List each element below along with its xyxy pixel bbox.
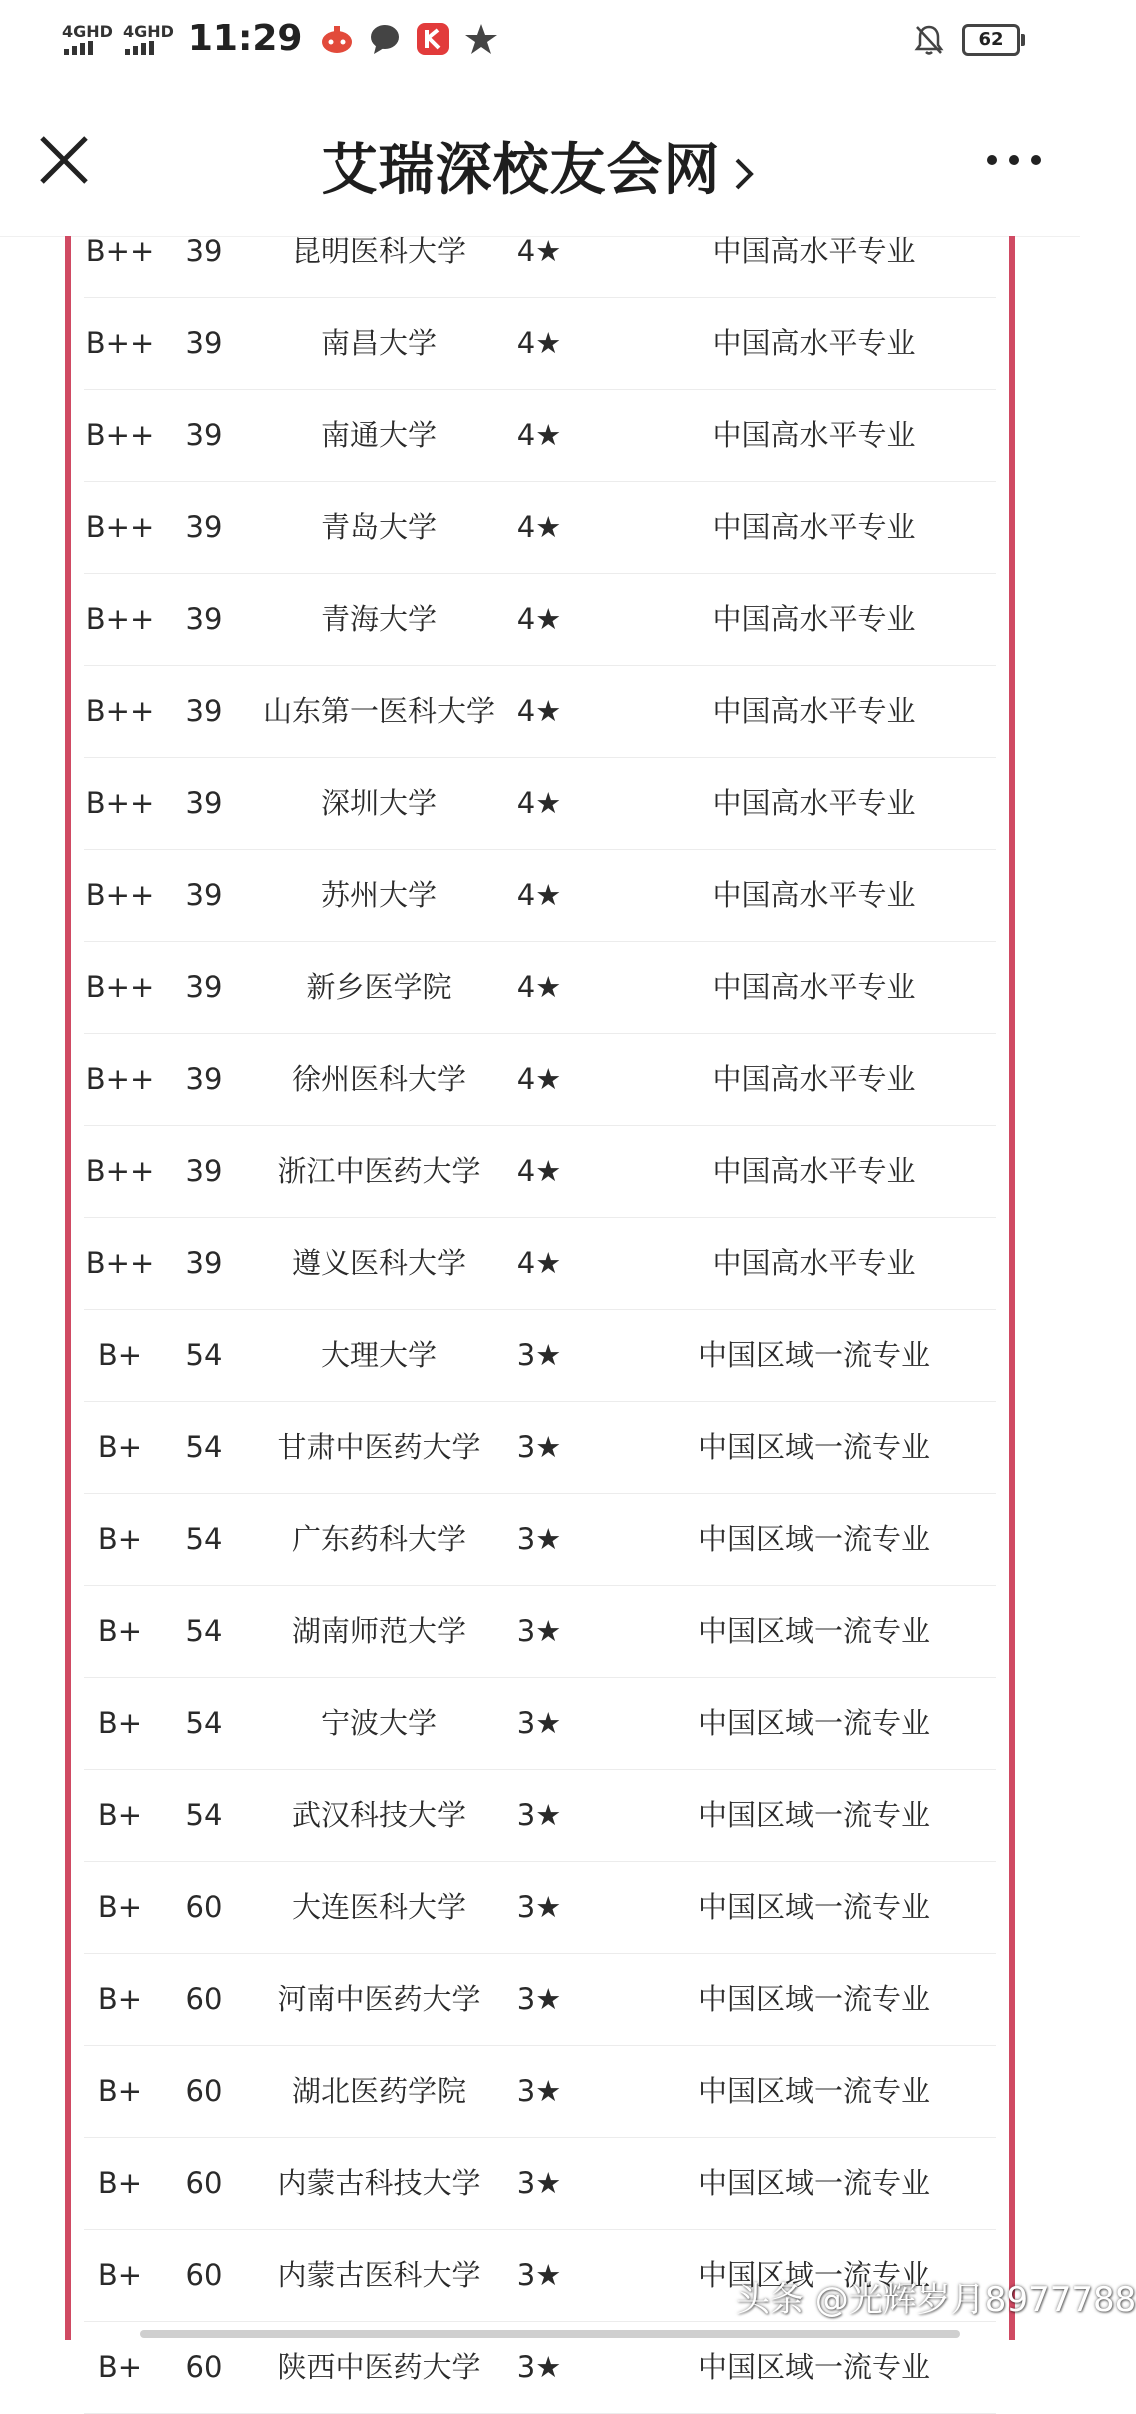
stars-cell: 3★ (516, 1706, 562, 1740)
grade-cell: B++ (85, 878, 155, 912)
table-row (84, 298, 996, 390)
table-row (84, 1862, 996, 1954)
ranking-table (84, 206, 996, 2414)
network-label-2: 4GHD (122, 21, 174, 41)
table-row (84, 206, 996, 298)
rank-cell: 39 (185, 1154, 223, 1188)
stars-cell: 3★ (516, 1890, 562, 1924)
grade-cell: B++ (85, 694, 155, 728)
level-cell: 中国高水平专业 (712, 694, 916, 728)
level-cell: 中国区域一流专业 (697, 1890, 930, 1924)
school-cell: 大理大学 (320, 1338, 437, 1372)
grade-cell: B+ (97, 2350, 143, 2384)
rank-cell: 39 (185, 786, 223, 820)
level-cell: 中国高水平专业 (712, 234, 916, 268)
stars-cell: 4★ (516, 1062, 562, 1096)
rank-cell: 39 (185, 970, 223, 1004)
stars-cell: 3★ (516, 2074, 562, 2108)
school-cell: 青海大学 (320, 602, 437, 636)
stars-cell: 3★ (516, 1614, 562, 1648)
rank-cell: 60 (185, 2074, 223, 2108)
table-row (84, 574, 996, 666)
grade-cell: B+ (97, 2074, 143, 2108)
grade-cell: B++ (85, 234, 155, 268)
grade-cell: B+ (97, 1430, 143, 1464)
table-frame-left (65, 236, 71, 2340)
stars-cell: 3★ (516, 2258, 562, 2292)
school-cell: 甘肃中医药大学 (277, 1430, 481, 1464)
table-row (84, 1126, 996, 1218)
page-title[interactable] (0, 126, 1080, 206)
level-cell: 中国高水平专业 (712, 878, 916, 912)
school-cell: 南通大学 (320, 418, 437, 452)
grade-cell: B+ (97, 2166, 143, 2200)
table-row (84, 1494, 996, 1586)
chevron-right-icon (731, 154, 759, 194)
stars-cell: 3★ (516, 2350, 562, 2384)
table-row (84, 758, 996, 850)
grade-cell: B+ (97, 1890, 143, 1924)
rank-cell: 39 (185, 1062, 223, 1096)
school-cell: 武汉科技大学 (291, 1798, 466, 1832)
stars-cell: 3★ (516, 1982, 562, 2016)
game-app-icon (320, 22, 354, 56)
grade-cell: B+ (97, 1982, 143, 2016)
table-row (84, 1310, 996, 1402)
rank-cell: 54 (185, 1430, 223, 1464)
table-row (84, 2138, 996, 2230)
table-row (84, 666, 996, 758)
more-icon[interactable] (984, 150, 1044, 170)
status-right (914, 24, 1020, 56)
level-cell: 中国区域一流专业 (697, 1522, 930, 1556)
table-row (84, 1218, 996, 1310)
rank-cell: 54 (185, 1706, 223, 1740)
stars-cell: 4★ (516, 694, 562, 728)
stars-cell: 4★ (516, 1246, 562, 1280)
table-row (84, 1770, 996, 1862)
rank-cell: 39 (185, 878, 223, 912)
school-cell: 山东第一医科大学 (262, 694, 495, 728)
level-cell: 中国区域一流专业 (697, 1706, 930, 1740)
level-cell: 中国区域一流专业 (697, 2258, 930, 2292)
stars-cell: 4★ (516, 234, 562, 268)
grade-cell: B++ (85, 602, 155, 636)
stars-cell: 4★ (516, 970, 562, 1004)
level-cell: 中国区域一流专业 (697, 1338, 930, 1372)
school-cell: 河南中医药大学 (277, 1982, 481, 2016)
rank-cell: 54 (185, 1798, 223, 1832)
school-cell: 湖北医药学院 (291, 2074, 466, 2108)
table-row (84, 1954, 996, 2046)
status-left (62, 18, 512, 59)
school-cell: 宁波大学 (320, 1706, 437, 1740)
rank-cell: 39 (185, 234, 223, 268)
network-indicator-2 (123, 23, 174, 55)
stars-cell: 4★ (516, 878, 562, 912)
rank-cell: 60 (185, 2258, 223, 2292)
table-row (84, 482, 996, 574)
school-cell: 大连医科大学 (291, 1890, 466, 1924)
grade-cell: B++ (85, 510, 155, 544)
table-row (84, 1586, 996, 1678)
rank-cell: 39 (185, 418, 223, 452)
stars-cell: 4★ (516, 510, 562, 544)
school-cell: 内蒙古科技大学 (277, 2166, 481, 2200)
rank-cell: 39 (185, 1246, 223, 1280)
page-title-text: 艾瑞深校友会网 (321, 138, 721, 203)
stars-cell: 4★ (516, 786, 562, 820)
stars-cell: 3★ (516, 1338, 562, 1372)
level-cell: 中国区域一流专业 (697, 1430, 930, 1464)
level-cell: 中国高水平专业 (712, 970, 916, 1004)
stars-cell: 3★ (516, 2166, 562, 2200)
grade-cell: B++ (85, 1154, 155, 1188)
grade-cell: B++ (85, 418, 155, 452)
stars-cell: 4★ (516, 326, 562, 360)
school-cell: 昆明医科大学 (291, 234, 466, 268)
table-row (84, 942, 996, 1034)
grade-cell: B++ (85, 326, 155, 360)
table-row (84, 1034, 996, 1126)
rank-cell: 60 (185, 1982, 223, 2016)
rank-cell: 60 (185, 2350, 223, 2384)
level-cell: 中国高水平专业 (712, 786, 916, 820)
notification-off-icon (914, 24, 944, 56)
level-cell: 中国高水平专业 (712, 602, 916, 636)
status-bar (0, 0, 1080, 86)
school-cell: 湖南师范大学 (291, 1614, 466, 1648)
stars-cell: 3★ (516, 1522, 562, 1556)
grade-cell: B+ (97, 1522, 143, 1556)
grade-cell: B+ (97, 1338, 143, 1372)
level-cell: 中国区域一流专业 (697, 1614, 930, 1648)
grade-cell: B++ (85, 1246, 155, 1280)
school-cell: 遵义医科大学 (291, 1246, 466, 1280)
level-cell: 中国区域一流专业 (697, 1982, 930, 2016)
signal-bars-icon (123, 41, 171, 55)
stars-cell: 4★ (516, 418, 562, 452)
rank-cell: 54 (185, 1522, 223, 1556)
network-indicator-1 (62, 23, 113, 55)
table-frame-right (1009, 236, 1015, 2340)
level-cell: 中国高水平专业 (712, 1246, 916, 1280)
rank-cell: 54 (185, 1614, 223, 1648)
school-cell: 新乡医学院 (306, 970, 452, 1004)
school-cell: 南昌大学 (320, 326, 437, 360)
grade-cell: B+ (97, 1706, 143, 1740)
home-indicator[interactable] (140, 2330, 960, 2338)
table-row (84, 2046, 996, 2138)
stars-cell: 4★ (516, 1154, 562, 1188)
message-icon (368, 22, 402, 56)
grade-cell: B++ (85, 786, 155, 820)
level-cell: 中国区域一流专业 (697, 2074, 930, 2108)
school-cell: 内蒙古医科大学 (277, 2258, 481, 2292)
rank-cell: 39 (185, 694, 223, 728)
level-cell: 中国区域一流专业 (697, 2350, 930, 2384)
level-cell: 中国高水平专业 (712, 1062, 916, 1096)
grade-cell: B+ (97, 2258, 143, 2292)
level-cell: 中国区域一流专业 (697, 1798, 930, 1832)
table-row (84, 390, 996, 482)
rank-cell: 60 (185, 2166, 223, 2200)
grade-cell: B+ (97, 1798, 143, 1832)
watermark: 头条 @光辉岁月8977788 (736, 2280, 1136, 2320)
k-app-icon (416, 22, 450, 56)
level-cell: 中国高水平专业 (712, 1154, 916, 1188)
grade-cell: B+ (97, 1614, 143, 1648)
school-cell: 青岛大学 (320, 510, 437, 544)
level-cell: 中国区域一流专业 (697, 2166, 930, 2200)
network-label-1: 4GHD (62, 21, 113, 41)
school-cell: 广东药科大学 (291, 1522, 466, 1556)
table-row (84, 850, 996, 942)
stars-cell: 3★ (516, 1430, 562, 1464)
grade-cell: B++ (85, 970, 155, 1004)
stars-cell: 4★ (516, 602, 562, 636)
rank-cell: 60 (185, 1890, 223, 1924)
rank-cell: 39 (185, 602, 223, 636)
signal-bars-icon (62, 41, 110, 55)
level-cell: 中国高水平专业 (712, 510, 916, 544)
school-cell: 陕西中医药大学 (277, 2350, 481, 2384)
level-cell: 中国高水平专业 (712, 418, 916, 452)
stars-cell: 3★ (516, 1798, 562, 1832)
rank-cell: 39 (185, 326, 223, 360)
rank-cell: 39 (185, 510, 223, 544)
table-row (84, 1402, 996, 1494)
school-cell: 浙江中医药大学 (277, 1154, 481, 1188)
school-cell: 深圳大学 (320, 786, 437, 820)
rank-cell: 54 (185, 1338, 223, 1372)
grade-cell: B++ (85, 1062, 155, 1096)
star-icon (464, 22, 498, 56)
level-cell: 中国高水平专业 (712, 326, 916, 360)
battery-indicator: 62 (962, 24, 1020, 56)
content-area[interactable] (0, 234, 1080, 2384)
school-cell: 苏州大学 (320, 878, 437, 912)
status-time: 11:29 (187, 18, 303, 59)
school-cell: 徐州医科大学 (291, 1062, 466, 1096)
table-row (84, 1678, 996, 1770)
